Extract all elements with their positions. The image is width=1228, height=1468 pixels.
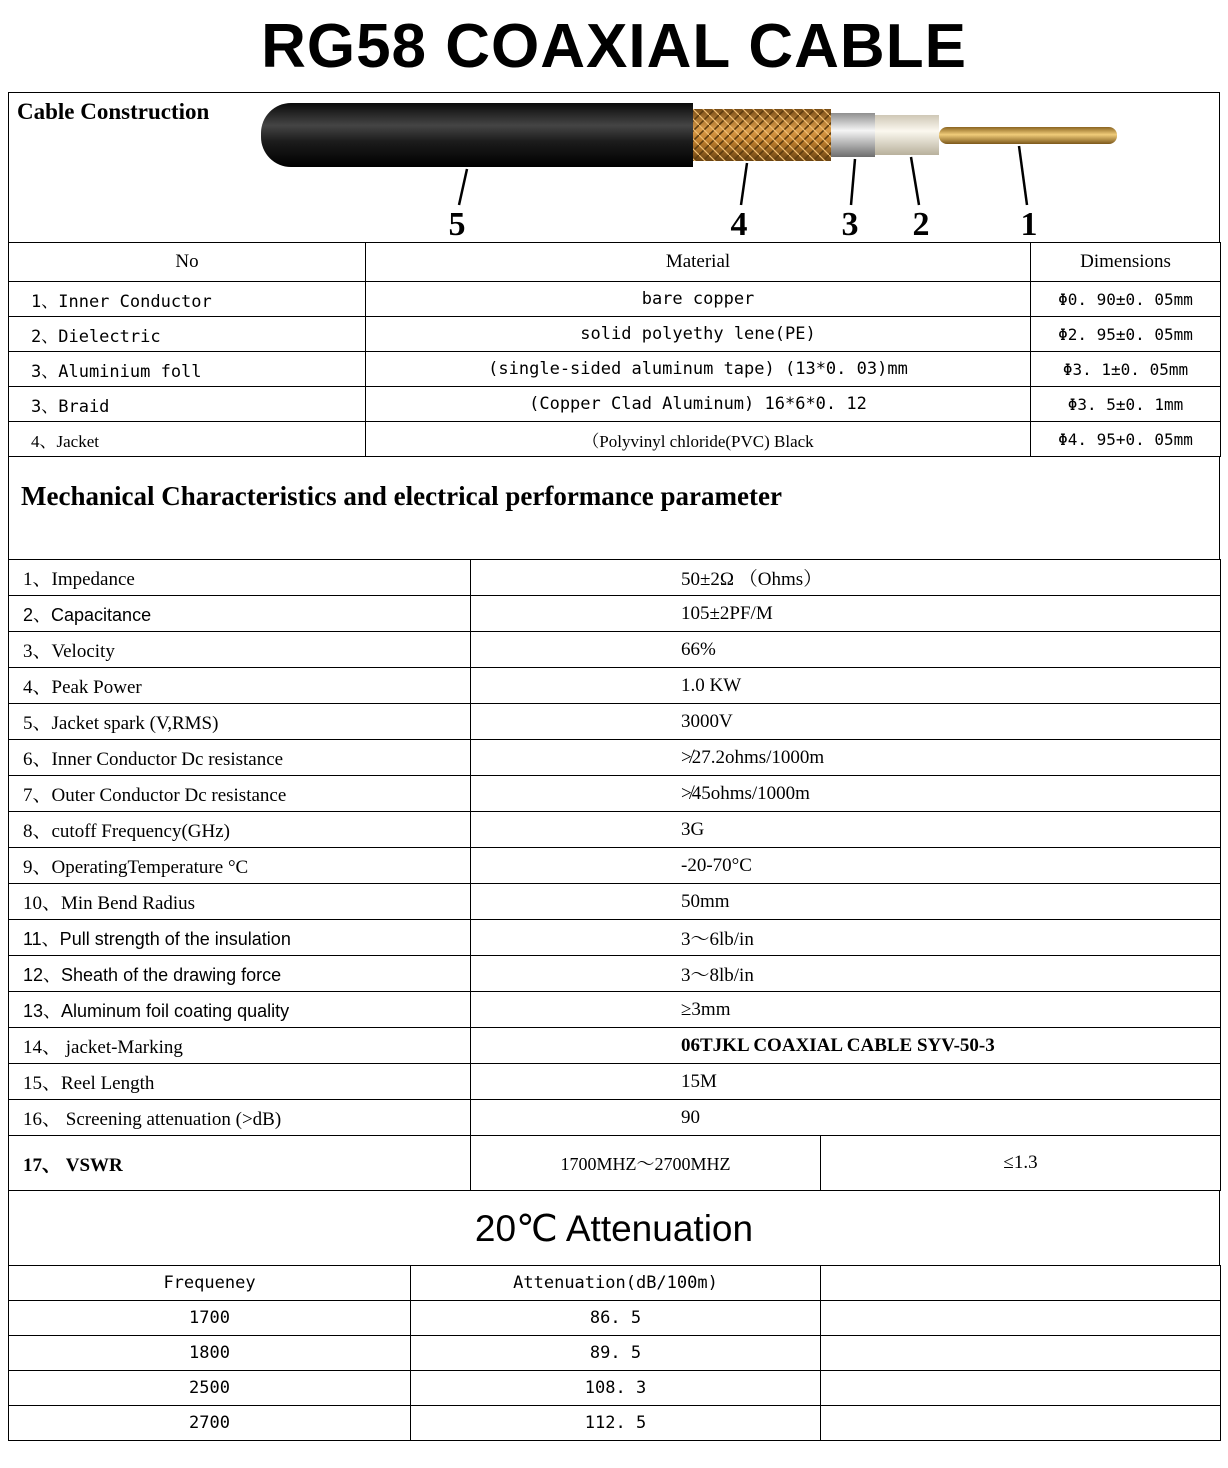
parameter-label: 2、Capacitance — [9, 596, 471, 632]
vswr-value: ≤1.3 — [821, 1136, 1221, 1191]
parameter-label: 9、OperatingTemperature °C — [9, 848, 471, 884]
table-row — [9, 884, 1221, 920]
table-row — [9, 776, 1221, 812]
table-row — [9, 632, 1221, 668]
parameter-value: 1.0 KW — [471, 668, 1221, 704]
table-row — [9, 352, 1221, 387]
parameter-value: 06TJKL COAXIAL CABLE SYV-50-3 — [471, 1028, 1221, 1064]
page-title: RG58 COAXIAL CABLE — [261, 11, 967, 81]
table-row — [9, 956, 1221, 992]
table-row — [9, 560, 1221, 596]
table-row — [9, 812, 1221, 848]
table-row — [9, 387, 1221, 422]
cell-attenuation: 86. 5 — [411, 1301, 821, 1336]
cell-material: bare copper — [366, 282, 1031, 317]
cable-construction-section — [8, 92, 1220, 242]
cable-inner-conductor — [939, 127, 1117, 144]
diagram-label-conductor: 1 — [1020, 206, 1038, 241]
table-row — [9, 992, 1221, 1028]
table-row — [9, 1371, 1221, 1406]
cell-no: 3、Braid — [9, 387, 366, 422]
cell-material: （Polyvinyl chloride(PVC) Black — [366, 422, 1031, 457]
table-row — [9, 1406, 1221, 1441]
cell-no: 4、Jacket — [9, 422, 366, 457]
cell-attenuation: 112. 5 — [411, 1406, 821, 1441]
mechanical-table — [8, 559, 1221, 1191]
parameter-value: 3～6lb/in — [471, 920, 1221, 956]
cable-jacket — [261, 103, 693, 167]
construction-section-title: Cable Construction — [17, 99, 210, 124]
vswr-frequency-range: 1700MHZ～2700MHZ — [471, 1136, 821, 1191]
parameter-label: 10、Min Bend Radius — [9, 884, 471, 920]
parameter-value: 66% — [471, 632, 1221, 668]
col-header-no: No — [9, 243, 366, 282]
parameter-label: 13、Aluminum foil coating quality — [9, 992, 471, 1028]
table-row — [9, 596, 1221, 632]
table-row — [9, 920, 1221, 956]
cell-frequency: 1800 — [9, 1336, 411, 1371]
cell-dimensions: Φ3. 1±0. 05mm — [1031, 352, 1221, 387]
table-row — [9, 317, 1221, 352]
table-row — [9, 1336, 1221, 1371]
cell-frequency: 2700 — [9, 1406, 411, 1441]
parameter-value: 3G — [471, 812, 1221, 848]
cell-dimensions: Φ4. 95+0. 05mm — [1031, 422, 1221, 457]
parameter-label: 4、Peak Power — [9, 668, 471, 704]
parameter-label: 12、Sheath of the drawing force — [9, 956, 471, 992]
parameter-label: 3、Velocity — [9, 632, 471, 668]
parameter-label: 11、Pull strength of the insulation — [9, 920, 471, 956]
col-header-attenuation: Attenuation(dB/100m) — [411, 1266, 821, 1301]
parameter-value: 3000V — [471, 704, 1221, 740]
diagram-label-foil: 3 — [841, 206, 859, 241]
cell-material: (Copper Clad Aluminum) 16*6*0. 12 — [366, 387, 1031, 422]
cell-dimensions: Φ2. 95±0. 05mm — [1031, 317, 1221, 352]
table-row — [9, 668, 1221, 704]
attenuation-header-row — [9, 1266, 1221, 1301]
table-row — [9, 1064, 1221, 1100]
construction-header-row — [9, 243, 1221, 282]
diagram-label-dielectric: 2 — [912, 206, 930, 241]
attenuation-section-title: 20℃ Attenuation — [474, 1207, 754, 1249]
cell-frequency: 1700 — [9, 1301, 411, 1336]
col-header-empty — [821, 1266, 1221, 1301]
diagram-label-jacket: 5 — [448, 206, 466, 241]
construction-table — [8, 242, 1221, 457]
cell-material: solid polyethy lene(PE) — [366, 317, 1031, 352]
parameter-label: 1、Impedance — [9, 560, 471, 596]
cell-attenuation: 108. 3 — [411, 1371, 821, 1406]
mechanical-section-title: Mechanical Characteristics and electrical performance parameter — [21, 481, 782, 511]
mechanical-section — [8, 456, 1220, 559]
parameter-label: 16、 Screening attenuation (>dB) — [9, 1100, 471, 1136]
cell-frequency: 2500 — [9, 1371, 411, 1406]
parameter-label: 17、 VSWR — [9, 1136, 471, 1191]
col-header-dimensions: Dimensions — [1031, 243, 1221, 282]
parameter-label: 6、Inner Conductor Dc resistance — [9, 740, 471, 776]
table-row — [9, 740, 1221, 776]
cell-empty — [821, 1301, 1221, 1336]
table-row — [9, 282, 1221, 317]
cell-empty — [821, 1371, 1221, 1406]
cell-no: 2、Dielectric — [9, 317, 366, 352]
cable-foil — [831, 113, 875, 157]
parameter-label: 14、 jacket-Marking — [9, 1028, 471, 1064]
parameter-label: 15、Reel Length — [9, 1064, 471, 1100]
table-row — [9, 1028, 1221, 1064]
cell-no: 3、Aluminium foll — [9, 352, 366, 387]
cell-empty — [821, 1406, 1221, 1441]
vswr-row — [9, 1136, 1221, 1191]
parameter-value: 15M — [471, 1064, 1221, 1100]
cable-body — [261, 103, 1117, 167]
table-row — [9, 422, 1221, 457]
parameter-value: ≯45ohms/1000m — [471, 776, 1221, 812]
diagram-label-braid: 4 — [730, 206, 748, 241]
cable-diagram — [259, 95, 1139, 241]
attenuation-section — [8, 1190, 1220, 1265]
table-row — [9, 704, 1221, 740]
parameter-value: 105±2PF/M — [471, 596, 1221, 632]
parameter-value: 50mm — [471, 884, 1221, 920]
parameter-value: 3～8lb/in — [471, 956, 1221, 992]
cell-material: (single-sided aluminum tape) (13*0. 03)mm — [366, 352, 1031, 387]
parameter-label: 8、cutoff Frequency(GHz) — [9, 812, 471, 848]
parameter-value: 50±2Ω （Ohms） — [471, 560, 1221, 596]
cell-attenuation: 89. 5 — [411, 1336, 821, 1371]
cell-empty — [821, 1336, 1221, 1371]
attenuation-table — [8, 1265, 1221, 1441]
cable-dielectric — [875, 115, 939, 155]
parameter-label: 7、Outer Conductor Dc resistance — [9, 776, 471, 812]
col-header-frequency: Frequeney — [9, 1266, 411, 1301]
table-row — [9, 1301, 1221, 1336]
table-row — [9, 1100, 1221, 1136]
cell-dimensions: Φ0. 90±0. 05mm — [1031, 282, 1221, 317]
parameter-value: ≯27.2ohms/1000m — [471, 740, 1221, 776]
parameter-value: 90 — [471, 1100, 1221, 1136]
cell-dimensions: Φ3. 5±0. 1mm — [1031, 387, 1221, 422]
table-row — [9, 848, 1221, 884]
parameter-label: 5、Jacket spark (V,RMS) — [9, 704, 471, 740]
parameter-value: ≥3mm — [471, 992, 1221, 1028]
col-header-material: Material — [366, 243, 1031, 282]
parameter-value: -20-70°C — [471, 848, 1221, 884]
cell-no: 1、Inner Conductor — [9, 282, 366, 317]
